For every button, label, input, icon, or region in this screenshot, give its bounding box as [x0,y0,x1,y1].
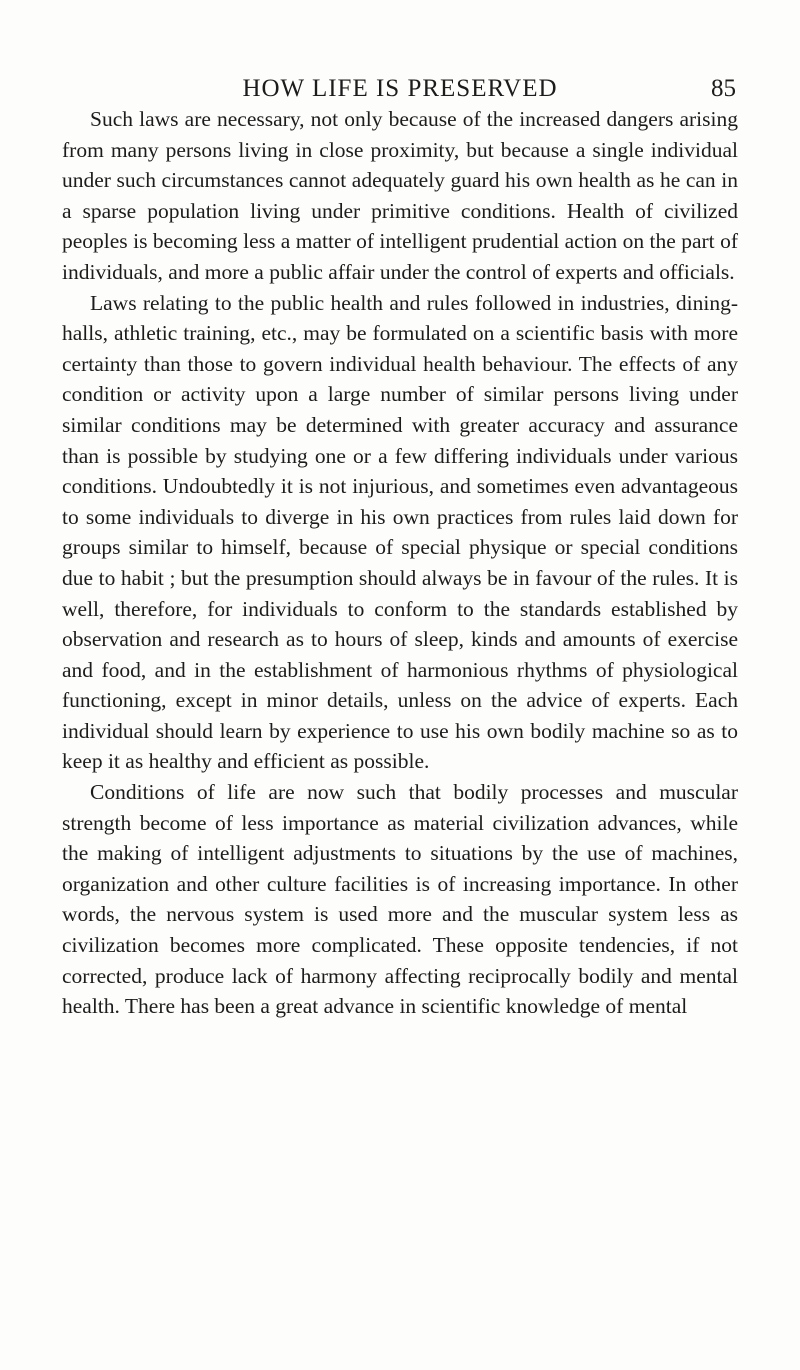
page-number: 85 [711,75,736,102]
body-text [62,104,738,1022]
paragraph-2: Laws relating to the public health and rules followed in industries, dining-halls, athletic training, etc., may be formulated on a scientific basis with more certainty than those to govern individual health behaviour. The effects of any condition or activity upon a large number of similar persons living under similar conditions may be determined with greater accuracy and assurance than is possible by studying one or a few differing individuals under various conditions. Undoubtedly it is not injurious, and sometimes even advantageous to some individuals to diverge in his own practices from rules laid down for groups similar to himself, because of special physique or special conditions due to habit ; but the presumption should always be in favour of the rules. It is well, therefore, for individuals to conform to the standards established by observation and research as to hours of sleep, kinds and amounts of exercise and food, and in the establishment of harmonious rhythms of physiological functioning, except in minor details, unless on the advice of experts. Each individual should learn by experience to use his own bodily machine so as to keep it as healthy and efficient as possible. [62,290,738,774]
paragraph-1: Such laws are necessary, not only because of the increased dangers arising from many persons living in close proximity, but because a single individual under such circumstances cannot adequately guard his own health as he can in a sparse population living under primitive conditions. Health of civilized peoples is becoming less a matter of intelligent prudential action on the part of individuals, and more a public affair under the control of experts and officials. [62,107,738,284]
book-page [62,0,738,1022]
running-head [62,0,738,104]
running-title: HOW LIFE IS PRESERVED [242,75,558,102]
paragraph-3: Conditions of life are now such that bodily processes and muscular strength become of less importance as material civilization advances, while the making of intelligent adjustments to situations by the use of machines, organization and other culture facilities is of increasing importance. In other words, the nervous system is used more and the muscular system less as civilization becomes more complicated. These opposite tendencies, if not corrected, produce lack of harmony affecting reciprocally bodily and mental health. There has been a great advance in scientific knowledge of mental [62,780,738,1019]
